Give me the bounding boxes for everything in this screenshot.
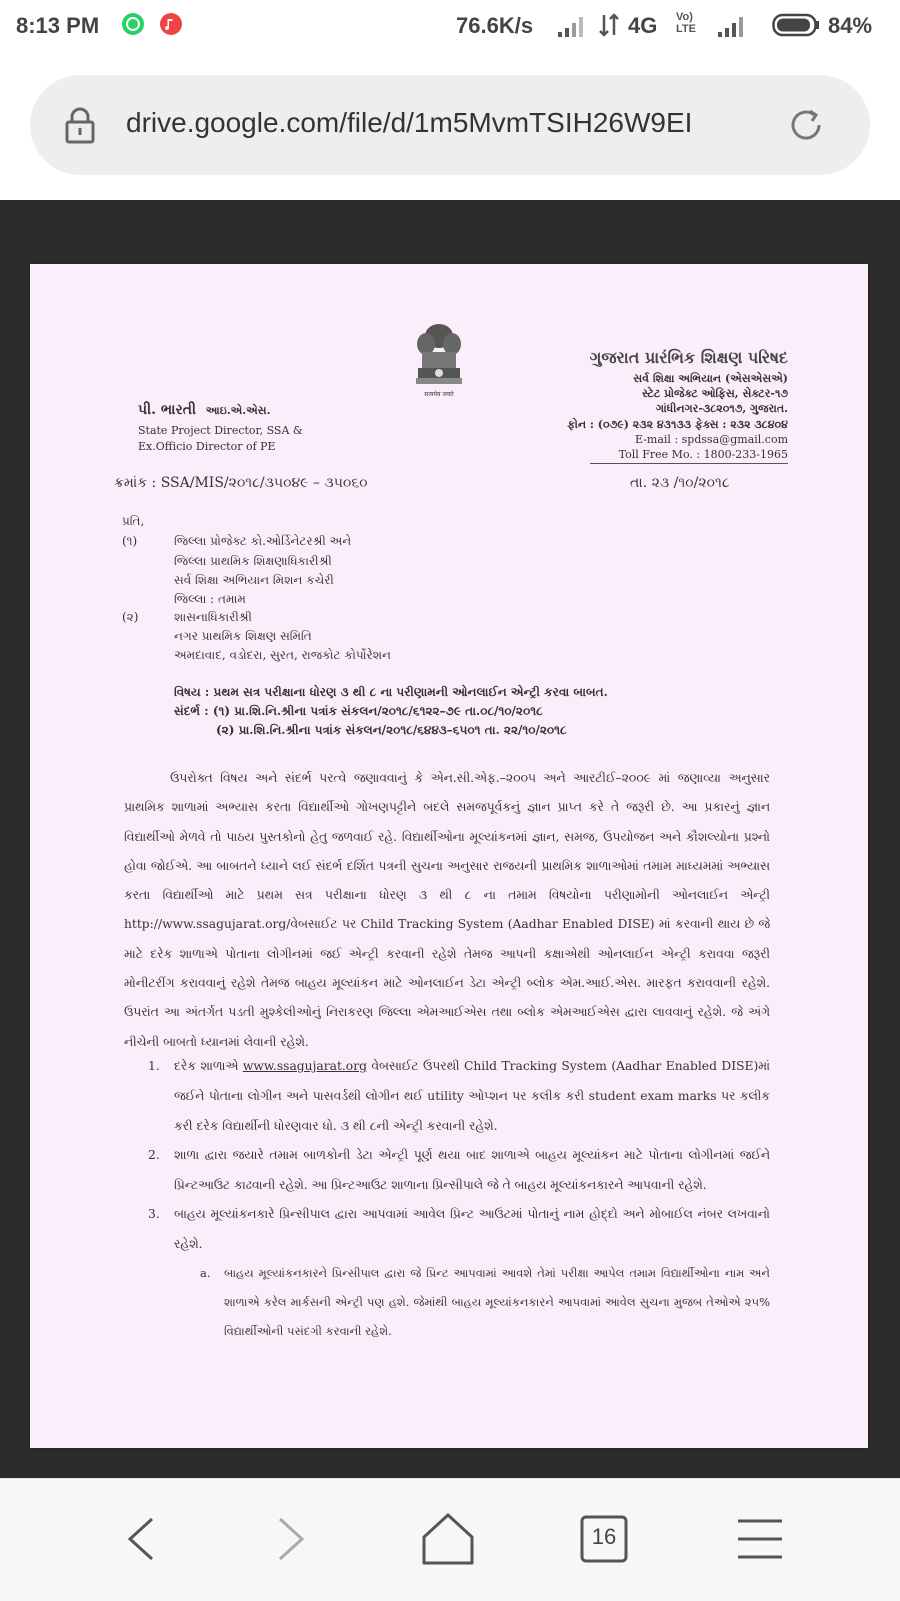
org-line1: સર્વ શિક્ષા અભિયાન (એસએસએ) (633, 372, 788, 385)
recipient-2-num: (૨) (122, 610, 139, 624)
officer-title1: State Project Director, SSA & (138, 424, 303, 437)
signal-icon (556, 14, 588, 38)
point-2-num: 2. (148, 1148, 160, 1162)
subject-line: વિષય : પ્રથમ સત્ર પરીક્ષાના ધોરણ ૩ થી ૮ ના પરીણામની ઓનલાઈન એન્ટ્રી કરવા બાબત. (174, 685, 608, 699)
emblem-caption: सत्यमेव जयते (424, 391, 454, 398)
document-viewer[interactable] (0, 200, 900, 1478)
home-icon (408, 1499, 488, 1579)
point-1-post: વેબસાઈટ ઉપરથી Child Tracking System (Aadhar Enabled DISE)માં જઈને પોતાના લોગીન અને પાસવર્ડથી લોગીન થઈ utility ઓપ્શન પર કલીક કરી student exam marks પર કલીક કરી દરેક વિદ્યાર્થીની ધોરણવાર ધો. ૩ થી ૮ની એન્ટ્રી કરવાની રહેશે. (174, 1059, 770, 1133)
body-paragraph: ઉપરોક્ત વિષય અને સંદર્ભ પરત્વે જણાવવાનું કે એન.સી.એફ.–૨૦૦૫ અને આરટીઈ–૨૦૦૯ માં જણાવ્યા અનુસાર પ્રાથમિક શાળામાં અભ્યાસ કરતા વિદ્યાર્થીઓ ગોખણપટ્ટીને બદલે સમજપૂર્વકનું જ્ઞાન પ્રાપ્ત કરે તે જરૂરી છે. આ પ્રકારનું જ્ઞાન વિદ્યાર્થીઓ મેળવે તો પાઠય પુસ્તકોનો હેતુ જળવાઈ રહે. વિદ્યાર્થીઓના મૂલ્યાંકનમાં જ્ઞાન, સમજ, ઉપયોજન અને કૌશલ્યોના પ્રશ્નો હોવા જોઈએ. આ બાબતને ધ્યાને લઈ સંદર્ભ દર્શિત પત્રની સુચના અનુસાર રાજયની પ્રાથમિક શાળાઓમાં તમામ માધ્યમમાં અભ્યાસ કરતા વિદ્યાર્થીઓ માટે પ્રથમ સત્ર પરીક્ષાના ધોરણ ૩ થી ૮ ના તમામ વિષયોના પરીણામોની ઓનલાઈન એન્ટ્રી http://www.ssagujarat.org/વેબસાઈટ પર Child Tracking System (Aadhar Enabled DISE) માં કરવાની થાય છે જે માટે દરેક શાળાએ પોતાના લોગીનમાં જઈ એન્ટ્રી કરવાની રહેશે તેમજ આપની કક્ષાએથી ઓનલાઈન એન્ટ્રી કરાવવા જરૂરી મોનીટરીંગ કરાવવાનું રહેશે તેમજ બાહય મૂલ્યાંકન માટે ઓનલાઈન ડેટા એન્ટ્રી બ્લોક એમ.આઈ.એસ. મારફત કરાવવાની રહેશે. ઉપરાંત આ અંતર્ગત પડતી મુશ્કેલીઓનું નિરાકરણ જિલ્લા એમઆઈએસ તથા બ્લોક એમઆઈએસ દ્વારા લાવવાનું રહેશે. જે અંગે નીચેની બાબતો ધ્યાનમાં લેવાની રહેશે. (124, 771, 770, 1049)
ref-number: ક્રમાંક : SSA/MIS/૨૦૧૮/૩૫૦૪૯ – ૩૫૦૬૦ (114, 475, 368, 491)
org-name: ગુજરાત પ્રારંભિક શિક્ષણ પરિષદ (589, 348, 788, 367)
point-1-pre: દરેક શાળાએ (174, 1059, 243, 1073)
forward-arrow-icon (252, 1499, 332, 1579)
point-3-num: 3. (148, 1207, 160, 1221)
point-1-link[interactable]: www.ssagujarat.org (242, 1059, 367, 1073)
home-button[interactable] (408, 1499, 488, 1579)
org-line2: સ્ટેટ પ્રોજેક્ટ ઓફિસ, સેક્ટર-૧૭ (642, 387, 788, 400)
back-arrow-icon (100, 1499, 180, 1579)
recipient-2-line3: અમદાવાદ, વડોદરા, સુરત, રાજકોટ કોર્પોરેશન (174, 648, 391, 662)
to-label: પ્રતિ, (122, 514, 145, 528)
point-3-text: બાહય મૂલ્યાંકનકારે પ્રિન્સીપાલ દ્વારા આપવામાં આવેલ પ્રિન્ટ આઉટમાં પોતાનું નામ હોદ્દો અને મોબાઈલ નંબર લખવાનો રહેશે. (174, 1207, 770, 1251)
url-text[interactable]: drive.google.com/file/d/1m5MvmTSIH26W9EI (126, 107, 693, 138)
tollfree-underline (590, 463, 788, 464)
menu-button[interactable] (720, 1499, 800, 1579)
recipient-1-num: (૧) (122, 534, 138, 548)
point-2-text: શાળા દ્વારા જયારે તમામ બાળકોની ડેટા એન્ટ્રી પૂર્ણ થયા બાદ શાળાએ બાહય મૂલ્યાંકન માટે પોતાના લોગીનમાં જઈને પ્રિન્ટઆઉટ કાઢવાની રહેશે. આ પ્રિન્ટઆઉટ શાળાના પ્રિન્સીપાલે જે તે બાહય મૂલ્યાંકનકારને આપવાની રહેશે. (174, 1148, 770, 1192)
menu-icon (720, 1499, 800, 1579)
subpoint-a-num: a. (200, 1266, 211, 1280)
tabs-button[interactable] (564, 1499, 644, 1579)
forward-button[interactable] (252, 1499, 332, 1579)
point-1-text (174, 1051, 770, 1141)
recipient-2-line2: નગર પ્રાથમિક શિક્ષણ સમિતિ (174, 629, 312, 643)
battery-percent: 84% (828, 13, 873, 38)
officer-title2: Ex.Officio Director of PE (138, 440, 276, 453)
whatsapp-icon (122, 13, 144, 35)
officer-suffix: આઇ.એ.એસ. (205, 404, 271, 417)
tab-count: 16 (591, 1524, 617, 1549)
subpoint-a-text: બાહય મૂલ્યાંકનકારને પ્રિન્સીપાલ દ્વારા જે પ્રિન્ટ આપવામાં આવશે તેમાં પરીક્ષા આપેલ તમામ વિદ્યાર્થીઓના નામ અને શાળાએ કરેલ માર્કસની એન્ટ્રી પણ હશે. જેમાંથી બાહય મૂલ્યાંકનકારને આપવામાં આવેલ સુચના મુજબ તેઓએ ૨૫% વિદ્યાર્થીઓની પસંદગી કરવાની રહેશે. (224, 1266, 770, 1338)
recipient-1-line2: જિલ્લા પ્રાથમિક શિક્ષણાધિકારીશ્રી (174, 554, 332, 568)
org-tollfree: Toll Free Mo. : 1800-233-1965 (618, 448, 788, 461)
org-email: E-mail : spdssa@gmail.com (634, 433, 788, 446)
address-bar[interactable] (30, 75, 870, 175)
document-page[interactable] (30, 264, 868, 1448)
volte-badge: Vo) LTE (676, 11, 696, 35)
status-time: 8:13 PM (16, 13, 100, 38)
network-type: 4G (628, 13, 658, 38)
org-phone: ફોન : (૦૭૯) ૨૩૨ ૪૩૧૩૩ ફેક્સ : ૨૩૨ ૩૮૪૦૪ (567, 418, 788, 431)
back-button[interactable] (100, 1499, 180, 1579)
point-1-num: 1. (148, 1059, 160, 1073)
reference-1: સંદર્ભ : (૧) પ્રા.શિ.નિ.શ્રીના પત્રાંક સંકલન/૨૦૧૮/૬૧૨૨–૭૯ તા.૦૮/૧૦/૨૦૧૮ (174, 704, 543, 718)
officer-name-text: પી. ભારતી (138, 402, 196, 418)
officer-name (138, 402, 270, 418)
recipient-2-line1: શાસનાધિકારીશ્રી (174, 610, 252, 624)
recipient-1-line3: સર્વ શિક્ષા અભિયાન મિશન કચેરી (174, 573, 334, 587)
battery-icon (772, 13, 820, 37)
recipient-1-line4: જિલ્લા : તમામ (174, 592, 246, 606)
data-transfer-icon (598, 12, 620, 38)
music-app-icon (160, 13, 182, 35)
reload-icon[interactable] (786, 105, 826, 145)
bottom-navigation (0, 1478, 900, 1601)
recipient-1-line1: જિલ્લા પ્રોજેક્ટ કો.ઓર્ડિનેટરશ્રી અને (174, 534, 352, 548)
letter-date: તા. ૨૩ /૧૦/૨૦૧૮ (630, 475, 730, 491)
network-speed: 76.6K/s (456, 13, 534, 38)
signal-icon-2 (716, 14, 748, 38)
status-bar (0, 0, 900, 52)
org-line3: ગાંધીનગર-૩૮૨૦૧૭, ગુજરાત. (655, 402, 788, 415)
reference-2: (૨) પ્રા.શિ.નિ.શ્રીના પત્રાંક સંકલન/૨૦૧૮/૬૪૪૩–૬૫૦૧ તા. ૨૨/૧૦/૨૦૧૮ (216, 723, 567, 737)
lock-icon (62, 105, 98, 145)
